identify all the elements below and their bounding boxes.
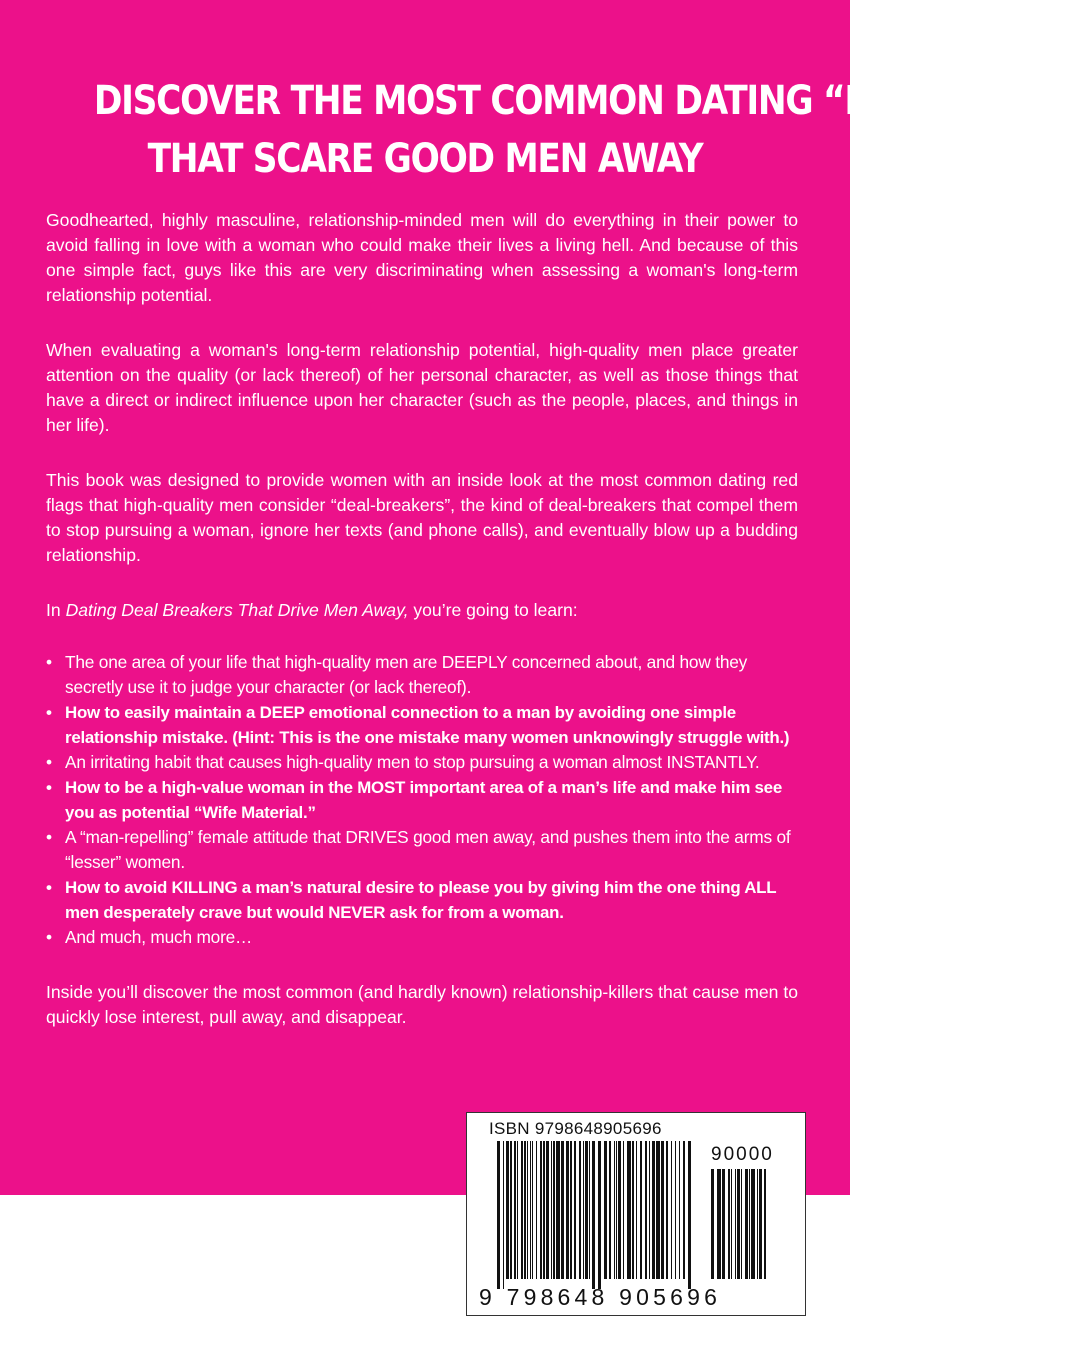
barcode-bar	[540, 1141, 542, 1279]
barcode-bar	[551, 1141, 552, 1279]
list-item	[46, 775, 798, 825]
barcode-bar	[728, 1169, 730, 1279]
barcode-bar	[604, 1141, 607, 1279]
barcode-bar	[556, 1141, 560, 1279]
barcode-bar	[524, 1141, 526, 1279]
isbn-barcode	[466, 1112, 806, 1316]
barcode-bar	[623, 1141, 624, 1279]
list-item-text: How to be a high-value woman in the MOST important area of a man’s life and make him see you as potential “Wife Material.”	[65, 778, 782, 822]
barcode-bar	[506, 1141, 509, 1279]
list-item-text: An irritating habit that causes high-quality men to stop pursuing a woman almost INSTANTLY.	[65, 752, 760, 772]
list-item-text: How to easily maintain a DEEP emotional connection to a man by avoiding one simple relationship mistake. (Hint: This is the one mistake many women unknowingly struggle with.)	[65, 703, 790, 747]
barcode-bar	[579, 1141, 581, 1279]
list-item-text: A “man-repelling” female attitude that DRIVES good men away, and pushes them into the arms of “lesser” women.	[65, 827, 791, 872]
barcode-bar	[711, 1169, 714, 1279]
barcode-bar	[503, 1141, 504, 1289]
list-item	[46, 825, 798, 875]
list-item	[46, 650, 798, 700]
barcode-bar	[652, 1141, 655, 1279]
barcode-bar	[757, 1169, 758, 1279]
price-code: 90000	[711, 1144, 774, 1165]
headline	[93, 72, 1070, 188]
barcode-bar	[640, 1141, 642, 1279]
list-item-text: How to avoid KILLING a man’s natural desire to please you by giving him the one thing ALL men desperately crave but would NEVER ask for from a woman.	[65, 878, 777, 922]
barcode-bar	[510, 1141, 512, 1279]
barcode-bar	[609, 1141, 611, 1279]
barcode-bar	[764, 1169, 766, 1279]
barcode-bar	[671, 1141, 672, 1279]
barcode-bar	[585, 1141, 588, 1279]
barcode-bar	[751, 1169, 755, 1279]
barcode-bar	[514, 1141, 516, 1279]
bullet-icon: •	[46, 752, 52, 772]
barcode-bar	[717, 1169, 721, 1279]
paragraph-2: When evaluating a woman's long-term relationship potential, high-quality men place greater attention on the quality (or lack thereof) of her personal character, as well as those things that have a direct or indirect influence upon her character (such as the people, places, and things in her life).	[46, 340, 798, 435]
barcode-bar	[592, 1141, 595, 1289]
barcode-bar	[749, 1169, 750, 1279]
barcode-bar	[598, 1141, 601, 1289]
blurb	[46, 208, 798, 1030]
barcode-bar	[589, 1141, 590, 1279]
intro-suffix: you’re going to learn:	[408, 600, 578, 620]
barcode-bar	[561, 1141, 564, 1279]
barcode-bar	[737, 1169, 740, 1279]
barcode-bar	[636, 1141, 637, 1279]
barcode-bar	[632, 1141, 634, 1279]
bullet-icon: •	[46, 778, 52, 797]
barcode-bar	[530, 1141, 531, 1279]
barcode-bar	[583, 1141, 584, 1279]
bullet-intro	[46, 598, 798, 623]
list-item	[46, 750, 798, 775]
bullet-list	[46, 650, 798, 950]
barcode-bar	[675, 1141, 676, 1279]
barcode-digits: 9 798648 905696	[479, 1284, 722, 1310]
intro-prefix: In	[46, 600, 66, 620]
barcode-bar	[570, 1141, 572, 1279]
barcode-bar	[536, 1141, 537, 1279]
barcode-bar	[649, 1141, 650, 1279]
barcode-bar	[532, 1141, 533, 1279]
book-title: Dating Deal Breakers That Drive Men Away,	[65, 600, 409, 620]
bullet-icon: •	[46, 652, 52, 672]
barcode-bar	[722, 1169, 725, 1279]
barcode-bar	[527, 1141, 528, 1279]
paragraph-3: This book was designed to provide women with an inside look at the most common dating red flags that high-quality men consider “deal-breakers”, the kind of deal-breakers that compel them to stop pursuing a woman, ignore her texts (and phone calls), and eventually blow up a budding relationship.	[46, 470, 798, 565]
barcode-bar	[745, 1169, 748, 1279]
bullet-icon: •	[46, 878, 52, 897]
barcode-bar	[731, 1169, 732, 1279]
headline-line-2: THAT SCARE GOOD MEN AWAY	[147, 136, 703, 182]
list-item-text: The one area of your life that high-quality men are DEEPLY concerned about, and how they secretly use it to judge your character (or lack thereof).	[65, 652, 748, 697]
barcode-bar	[645, 1141, 647, 1279]
barcode-bar	[543, 1141, 545, 1279]
addon-barcode-bars	[711, 1169, 771, 1279]
list-item	[46, 875, 798, 925]
barcode-bar	[759, 1169, 762, 1279]
closing-paragraph: Inside you’ll discover the most common (and hardly known) relationship-killers that cause men to quickly lose interest, pull away, and disappear.	[46, 982, 798, 1027]
headline-line-1: DISCOVER THE MOST COMMON DATING “RED FLAGS”	[93, 78, 1070, 124]
list-item	[46, 925, 798, 950]
barcode-bar	[735, 1169, 736, 1279]
bullet-icon: •	[46, 703, 52, 722]
barcode-bar	[553, 1141, 555, 1279]
isbn-label: ISBN 9798648905696	[489, 1119, 662, 1138]
barcode-bar	[656, 1141, 660, 1279]
barcode-bar	[661, 1141, 664, 1279]
barcode-bar	[688, 1141, 691, 1289]
barcode-bar	[546, 1141, 549, 1279]
paragraph-1: Goodhearted, highly masculine, relationship-minded men will do everything in their power to avoid falling in love with a woman who could make their lives a living hell. And because of this one simple fact, guys like this are very discriminating when assessing a woman's long-term relationship potential.	[46, 210, 798, 305]
bullet-icon: •	[46, 827, 52, 847]
list-item-text: And much, much more…	[65, 927, 253, 947]
barcode-bar	[666, 1141, 668, 1279]
barcode-bars	[497, 1141, 697, 1289]
barcode-bar	[574, 1141, 576, 1279]
barcode-bar	[627, 1141, 631, 1279]
barcode-bar	[521, 1141, 523, 1279]
barcode-bar	[618, 1141, 621, 1279]
barcode-bar	[517, 1141, 518, 1279]
bullet-icon: •	[46, 927, 52, 947]
list-item	[46, 700, 798, 750]
barcode-bar	[616, 1141, 617, 1279]
barcode-bar	[566, 1141, 569, 1279]
barcode-bar	[741, 1169, 742, 1279]
barcode-bar	[497, 1141, 500, 1289]
barcode-bar	[683, 1141, 685, 1279]
barcode-bar	[614, 1141, 615, 1279]
barcode-bar	[679, 1141, 680, 1279]
